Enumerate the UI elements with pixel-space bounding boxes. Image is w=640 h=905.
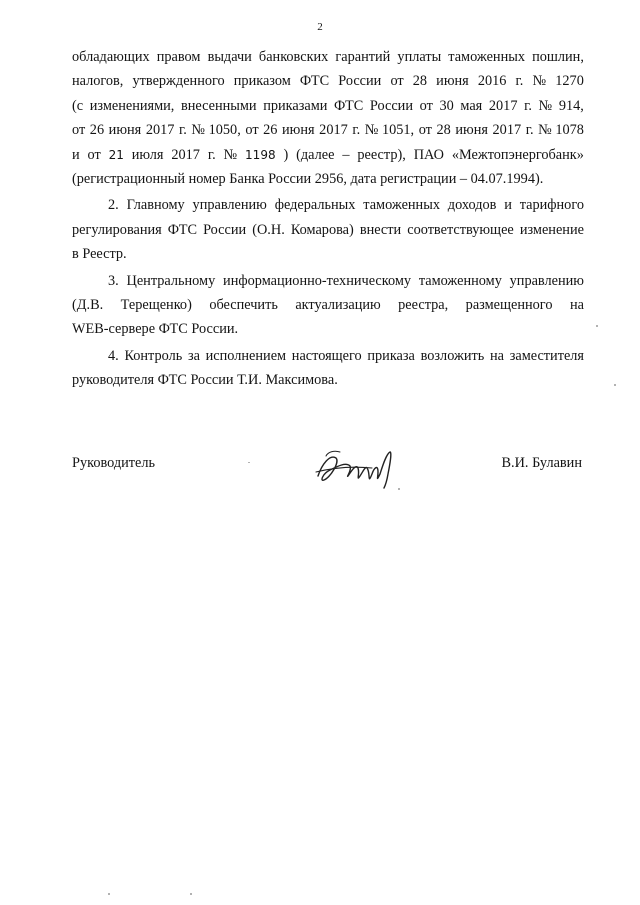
word: мая <box>460 97 483 114</box>
word: реестр), <box>357 146 406 163</box>
word: г. <box>525 122 534 139</box>
word: таможенных <box>363 197 440 214</box>
word: 2016 <box>477 73 507 90</box>
word: г. <box>524 97 532 114</box>
word: ) <box>283 146 289 163</box>
word: 2017 <box>492 122 522 139</box>
word: реестра, <box>398 296 449 313</box>
scan-speck <box>596 325 598 327</box>
text-line <box>72 368 584 392</box>
word: актуализацию <box>295 296 381 313</box>
word: № <box>538 97 553 114</box>
word: (с <box>72 97 84 114</box>
paragraph-p3 <box>72 269 584 342</box>
word: – <box>342 146 350 163</box>
word: изменение <box>519 221 584 238</box>
word: регулирования <box>72 221 162 238</box>
scan-speck <box>190 893 192 895</box>
word: от <box>390 73 404 90</box>
word: и <box>504 197 512 214</box>
word: (далее <box>296 146 335 163</box>
word: информационно-техническому <box>223 272 412 289</box>
signatory-name: В.И. Булавин <box>501 455 582 471</box>
word: возложить <box>420 347 485 364</box>
text-line <box>72 317 584 341</box>
word: на <box>490 347 504 364</box>
scan-speck <box>398 488 400 490</box>
word: 3. <box>108 272 119 289</box>
word: № 1078 <box>538 122 584 139</box>
word: июня <box>436 73 469 90</box>
word: размещенного <box>465 296 553 313</box>
word: № <box>532 73 547 90</box>
word: 21 <box>108 147 124 162</box>
word: № 1051, <box>364 122 415 139</box>
text-line <box>72 143 584 167</box>
text-line <box>72 94 584 118</box>
word: утвержденного <box>132 73 225 90</box>
word: в Реестр. <box>72 246 127 263</box>
text-line <box>72 218 584 242</box>
word: Контроль <box>124 347 183 364</box>
word: от <box>419 97 433 114</box>
word: (О.Н. <box>252 221 285 238</box>
word: выдачи <box>207 49 252 65</box>
word: г. <box>352 122 361 139</box>
word: доходов <box>447 197 497 214</box>
word: 26 <box>263 122 278 139</box>
word: «Межтопэнергобанк» <box>451 146 584 163</box>
word: 30 <box>439 97 454 114</box>
word: пошлин, <box>532 49 584 65</box>
word: тарифного <box>519 197 584 214</box>
paragraph-p4 <box>72 344 584 393</box>
word: внести <box>359 221 402 238</box>
word: 914, <box>558 97 584 114</box>
paragraph-p1-continued <box>72 45 584 191</box>
word: ПАО <box>413 146 444 163</box>
signature-block <box>72 452 584 492</box>
word: 2017 <box>145 122 175 139</box>
word: 2017 <box>319 122 348 139</box>
word: июня <box>108 122 142 139</box>
word: № <box>223 146 238 163</box>
text-line <box>72 293 584 317</box>
word: приказами <box>263 97 328 114</box>
text-line <box>72 45 584 69</box>
text-line <box>72 167 584 191</box>
word: 26 <box>89 122 105 139</box>
word: приказа <box>367 347 415 364</box>
word: управлению <box>509 272 584 289</box>
handwritten-signature <box>312 444 404 490</box>
word: Главному <box>126 197 185 214</box>
word: приказом <box>233 73 291 90</box>
word: изменениями, <box>89 97 175 114</box>
scan-speck <box>108 893 110 895</box>
word: г. <box>178 122 187 139</box>
text-line <box>72 269 584 293</box>
word: соответствующее <box>407 221 514 238</box>
word: гарантий <box>335 49 391 65</box>
word: Терещенко) <box>120 296 192 313</box>
text-line <box>72 118 584 142</box>
word: 28 <box>412 73 428 90</box>
word: России <box>338 73 382 90</box>
word: от <box>72 122 86 139</box>
word: внесенными <box>181 97 257 114</box>
word: г. <box>207 146 216 163</box>
word: 4. <box>108 347 119 364</box>
text-line <box>72 344 584 368</box>
word: заместителя <box>509 347 584 364</box>
word: России <box>203 221 247 238</box>
word: на <box>569 296 584 313</box>
word: таможенных <box>448 49 525 65</box>
word: руководителя ФТС России Т.И. Максимова. <box>72 372 338 389</box>
text-line <box>72 242 584 266</box>
word: уплаты <box>397 49 442 65</box>
word: ФТС <box>167 221 198 238</box>
word: июля <box>131 146 164 163</box>
word: г. <box>515 73 524 90</box>
word: № 1050, <box>191 122 241 139</box>
word: обладающих <box>72 49 150 65</box>
word: июня <box>455 122 488 139</box>
word: исполнением <box>205 347 287 364</box>
text-line <box>72 193 584 217</box>
word: федеральных <box>274 197 356 214</box>
word: (регистрационный номер Банка России 2956, дата регистрации – 04.07.1994). <box>72 170 544 187</box>
page-number: 2 <box>317 21 323 33</box>
word: 1270 <box>555 73 584 90</box>
word: (Д.В. <box>72 296 104 313</box>
word: 2017 <box>171 146 200 163</box>
word: за <box>187 347 200 364</box>
word: от <box>245 122 259 139</box>
word: налогов, <box>72 73 124 90</box>
word: настоящего <box>291 347 362 364</box>
word: от <box>418 122 432 139</box>
word: и <box>72 146 80 163</box>
document-body <box>72 45 584 392</box>
word: 2. <box>108 197 119 214</box>
word: 28 <box>436 122 451 139</box>
word: 2017 <box>488 97 518 114</box>
word: ФТС <box>334 97 364 114</box>
word: управлению <box>192 197 267 214</box>
word: правом <box>156 49 201 65</box>
word: WEB-сервере ФТС России. <box>72 321 239 338</box>
scan-speck <box>248 462 250 463</box>
signatory-title: Руководитель <box>72 455 156 471</box>
word: от <box>87 146 101 163</box>
word: России <box>369 97 413 114</box>
word: банковских <box>258 49 329 65</box>
word: июня <box>282 122 315 139</box>
word: таможенному <box>418 272 502 289</box>
word: ФТС <box>299 73 330 90</box>
scan-speck <box>614 384 616 386</box>
word: 1198 <box>245 147 276 162</box>
word: Комарова) <box>290 221 354 238</box>
word: Центральному <box>126 272 216 289</box>
paragraph-p2 <box>72 193 584 266</box>
text-line <box>72 69 584 93</box>
word: обеспечить <box>209 296 278 313</box>
